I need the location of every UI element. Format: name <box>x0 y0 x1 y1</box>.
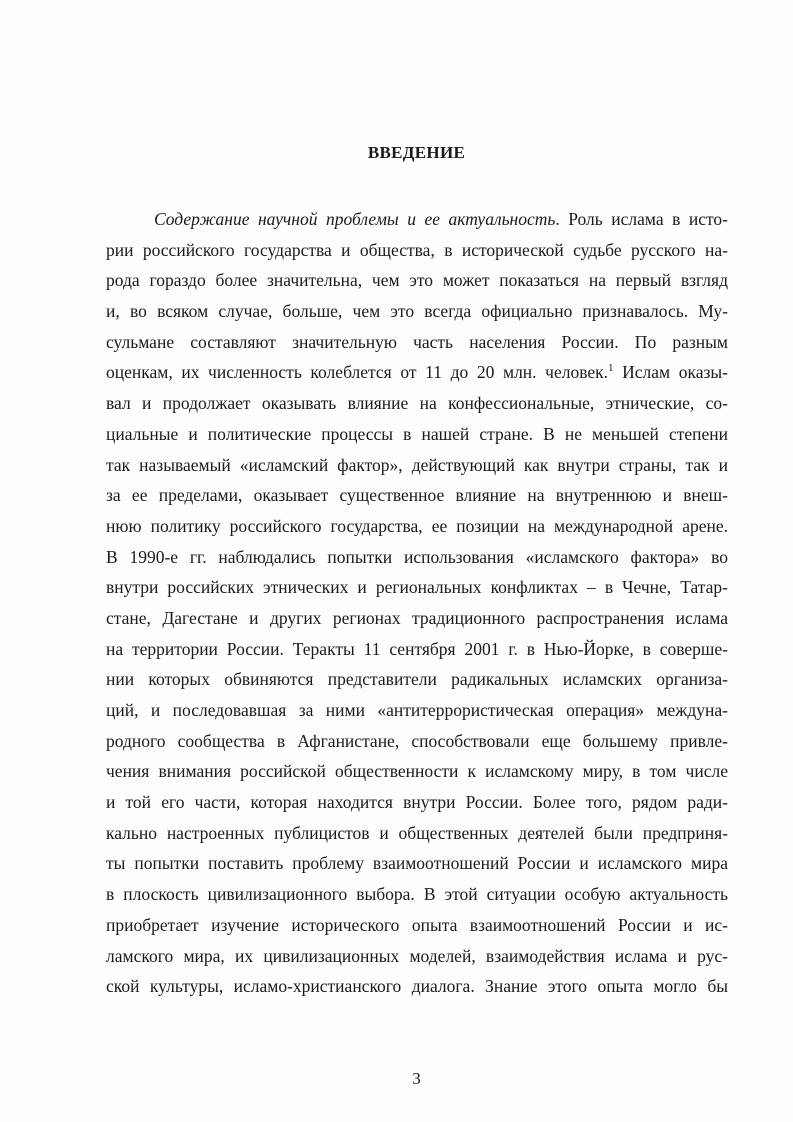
text-line: нии которых обвиняются представители радикальных исламских организа- <box>106 669 728 690</box>
text-line: нюю политику российского государства, ее позиции на международной арене. <box>106 515 728 536</box>
text-line: стане, Дагестане и других регионах традиционного распространения ислама <box>106 607 728 628</box>
text-line: чения внимания российской общественности к исламскому миру, в том числе <box>106 761 728 782</box>
text-line: и, во всяком случае, больше, чем это всегда официально признавалось. Му- <box>106 301 728 322</box>
text-line: В 1990-е гг. наблюдались попытки использования «исламского фактора» во <box>106 546 728 567</box>
text-line: внутри российских этнических и региональных конфликтах – в Чечне, Татар- <box>106 577 728 598</box>
text-line: циальные и политические процессы в нашей стране. В не меньшей степени <box>106 423 728 444</box>
text-line: сульмане составляют значительную часть населения России. По разным <box>106 331 728 352</box>
text-line: на территории России. Теракты 11 сентября 2001 г. в Нью-Йорке, в соверше- <box>106 638 728 659</box>
page-number: 3 <box>412 1069 421 1088</box>
text-line: ской культуры, исламо-христианского диалога. Знание этого опыта могло бы <box>106 976 728 997</box>
text-line: родного сообщества в Афганистане, способствовали еще большему привле- <box>106 730 728 751</box>
page-heading: ВВЕДЕНИЕ <box>367 143 466 162</box>
text-line: рии российского государства и общества, в исторической судьбе русского на- <box>106 239 728 260</box>
text-line: в плоскость цивилизационного выбора. В этой ситуации особую актуальность <box>106 884 728 905</box>
text-line: так называемый «исламский фактор», действующий как внутри страны, так и <box>106 454 728 475</box>
text-line: рода гораздо более значительна, чем это может показаться на первый взгляд <box>106 270 728 291</box>
text-line: вал и продолжает оказывать влияние на конфессиональные, этнические, со- <box>106 393 728 414</box>
text-line: ты попытки поставить проблему взаимоотношений России и исламского мира <box>106 853 728 874</box>
text-line: оценкам, их численность колеблется от 11 до 20 млн. человек.$^1$ Ислам оказы- <box>106 362 729 383</box>
text-line: и той его части, которая находится внутри России. Более того, рядом ради- <box>106 792 728 813</box>
text-line: ламского мира, их цивилизационных моделей, взаимодействия ислама и рус- <box>106 945 728 966</box>
body-paragraph <box>106 204 728 1002</box>
text-line: за ее пределами, оказывает существенное влияние на внутреннюю и внеш- <box>106 485 728 506</box>
italic-lead-in: Содержание научной проблемы и ее актуальность <box>154 209 556 229</box>
text-line: Содержание научной проблемы и ее актуальность. Роль ислама в исто- <box>154 209 728 229</box>
text-line: кально настроенных публицистов и общественных деятелей были предприня- <box>106 822 728 843</box>
footnote-reference[interactable]: 1 <box>608 362 614 375</box>
text-line: приобретает изучение исторического опыта взаимоотношений России и ис- <box>106 914 728 935</box>
text-line: ций, и последовавшая за ними «антитеррористическая операция» междуна- <box>106 700 728 720</box>
